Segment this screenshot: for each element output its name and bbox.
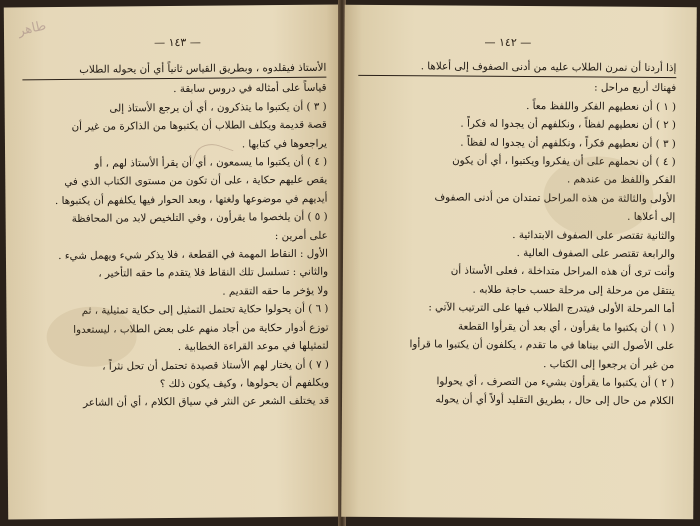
text-line: قياساً على أمثاله في دروس سابقة . <box>173 82 327 96</box>
text-line: وأنت ترى أن هذه المراحل متداخلة ، فعلى الأستاذ أن <box>450 264 675 279</box>
text-line: أما المرحلة الأولى فيتدرج الطلاب فيها على الترتيب الآتي : <box>428 301 675 316</box>
text-line: الفكر واللفظ من عندهم . <box>566 173 676 187</box>
text-line: قد يختلف الشعر عن النثر في سياق الكلام ، أي أن الشاعر <box>83 394 330 410</box>
corner-handwritten-mark: طاهر <box>16 18 48 40</box>
page-number-right: — ١٤٢ — <box>484 35 532 50</box>
text-line: يقص عليهم حكاية ، على أن تكون من مستوى الكتاب الذي في <box>64 174 328 189</box>
text-line: يراجعوها في كتابها . <box>241 137 328 151</box>
text-line: على الأصول التي بيناها في ما تقدم ، يكلفون أن يكتبوا ما قرأوا <box>409 338 675 353</box>
text-line: الأستاذ فيقلدوه ، وبطريق القياس ثانياً أي أن يحوله الطلاب <box>22 59 326 81</box>
text-line: ( ٣ ) أن يكتبوا ما يتذكرون ، أي أن يرجع الأستاذ إلى <box>109 100 327 115</box>
text-line: من غير أن يرجعوا إلى الكتاب . <box>543 357 675 371</box>
text-line: والثاني : تسلسل تلك النقاط فلا يتقدم ما حقه التأخير ، <box>98 266 329 281</box>
page-number-left: — ١٤٣ — <box>154 35 201 50</box>
text-line: ( ٤ ) أن نحملهم على أن يفكروا ويكتبوا ، أي أن يكون <box>452 154 676 169</box>
text-line: ينتقل من مرحلة إلى مرحلة حسب حاجة طلابه . <box>472 283 675 297</box>
text-line: قصة قديمة ويكلف الطلاب أن يكتبوها من الذاكرة من غير أن <box>71 118 327 134</box>
text-line: ( ٦ ) أن يحولوا حكاية تحتمل التمثيل إلى حكاية تمثيلية ، ثم <box>81 302 329 318</box>
paper-stain <box>543 156 654 237</box>
text-line: والثانية تقتصر على الصفوف الابتدائية . <box>512 228 676 242</box>
text-line: ( ٢ ) أن يكتبوا ما يقرأون بشيء من التصرف ، أي يحولوا <box>436 375 675 389</box>
text-line: والرابعة تقتصر على الصفوف العالية . <box>516 247 676 261</box>
text-line: ( ٥ ) أن يلخصوا ما يقرأون ، وفي التلخيص لابد من المحافظة <box>71 210 328 226</box>
text-line: الأولى والثالثة من هذه المراحل تمتدان من أدنى الصفوف <box>434 191 676 205</box>
right-page-text <box>356 57 676 411</box>
text-line: لتمثيلها في موعد القراءة الخطابية . <box>177 339 329 354</box>
text-line: الأول : النقاط المهمة في القطعة ، فلا يذكر شيء ويهمل شيء . <box>58 247 328 263</box>
text-line: فهناك أربع مراحل : <box>594 81 677 95</box>
text-line: إلى أعلاها . <box>627 211 676 224</box>
text-line: ( ١ ) أن يكتبوا ما يقرأون ، أي بعد أن يقرأوا القطعة <box>457 320 675 334</box>
text-line: على أمرين : <box>274 229 328 242</box>
right-page <box>341 5 697 519</box>
text-line: ( ٣ ) أن نعطيهم فكراً ، ونكلفهم أن يجدوا له لفظاً . <box>460 136 676 150</box>
text-line: أيديهم في موضوعها ولغتها ، وبعد الحوار فيها يكلفهم أن يكتبوها . <box>54 192 328 207</box>
text-line: الكلام من حال إلى حال ، بطريق التقليد أولاً أي أن يحوله <box>435 393 675 408</box>
text-line: ( ٧ ) أن يختار لهم الأستاذ قصيدة تحتمل أن تحل نثراً ، <box>102 358 329 373</box>
text-line: توزع أدوار حكاية من أجاد منهم على بعض الطلاب ، ليستعدوا <box>73 321 329 336</box>
text-line: ولا يؤخر ما حقه التقديم . <box>222 284 329 298</box>
text-line: إذا أردنا أن نمرن الطلاب عليه من أدنى الصفوف إلى أعلاها . <box>358 57 676 79</box>
text-line: ( ٤ ) أن يكتبوا ما يسمعون ، أي أن يقرأ الأستاذ لهم ، أو <box>94 155 328 170</box>
text-line: ( ٢ ) أن نعطيهم لفظاً ، ونكلفهم أن يجدوا له فكراً . <box>460 117 676 132</box>
left-page <box>4 5 344 520</box>
text-line: ويكلفهم أن يحولوها ، وكيف يكون ذلك ؟ <box>159 376 330 391</box>
text-line: ( ١ ) أن نعطيهم الفكر واللفظ معاً . <box>526 99 677 113</box>
